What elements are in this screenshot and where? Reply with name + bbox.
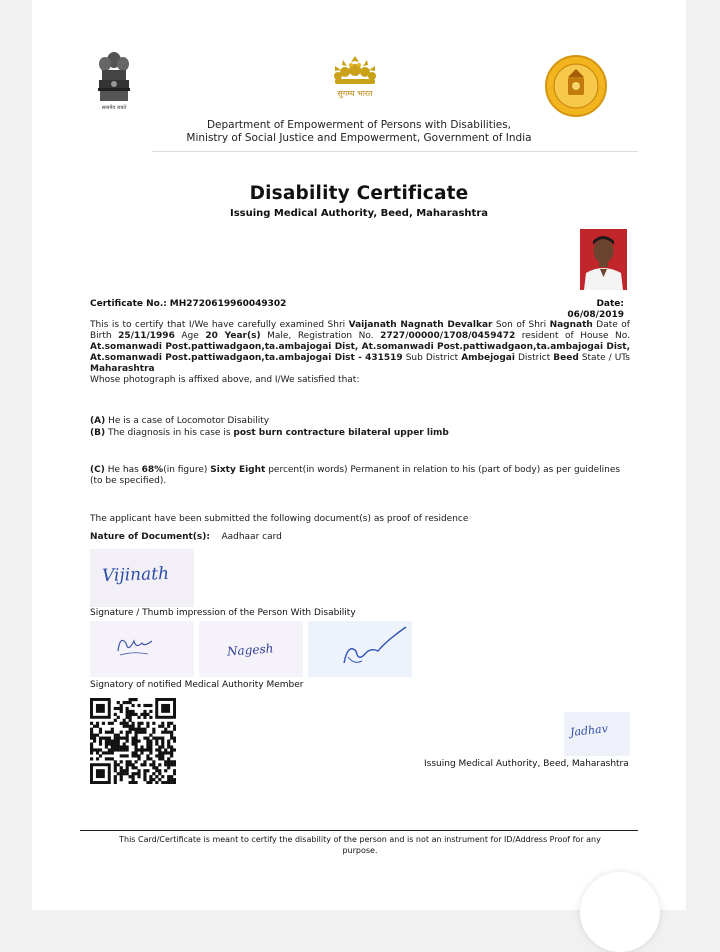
clause-a-text: He is a case of Locomotor Disability bbox=[105, 416, 270, 426]
department-heading bbox=[32, 119, 686, 145]
maharashtra-seal bbox=[544, 55, 608, 117]
header-divider bbox=[152, 151, 638, 152]
documents-intro: The applicant have been submitted the following document(s) as proof of residence bbox=[90, 514, 469, 524]
clause-b-text: The diagnosis in his case is bbox=[105, 428, 234, 438]
national-emblem bbox=[94, 50, 134, 116]
accessible-india-logo bbox=[325, 52, 385, 108]
diagnosis: post burn contracture bilateral upper limb bbox=[233, 428, 449, 438]
certificate-number-value: MH2720619960049302 bbox=[169, 299, 287, 309]
applicant-name: Vaijanath Nagnath Devalkar bbox=[348, 320, 493, 330]
certificate-title: Disability Certificate bbox=[249, 183, 469, 204]
body-text: District bbox=[514, 353, 554, 363]
nature-value: Aadhaar card bbox=[221, 532, 282, 542]
father-name: Nagnath bbox=[549, 320, 593, 330]
applicant-signature-caption: Signature / Thumb impression of the Person With Disability bbox=[90, 608, 356, 618]
authority-signature-2-script: Nagesh bbox=[226, 641, 274, 659]
authority-signature-3 bbox=[308, 621, 412, 677]
clause-c-label: (C) bbox=[90, 465, 105, 475]
page-corner-shadow bbox=[580, 872, 660, 952]
certificate-number bbox=[90, 299, 286, 310]
applicant-photo bbox=[580, 229, 627, 290]
qr-code bbox=[90, 698, 176, 784]
nature-label: Nature of Document(s): bbox=[90, 532, 210, 542]
authority-signature-1 bbox=[90, 621, 194, 677]
disability-percent: 68% bbox=[141, 465, 164, 475]
authority-signature-1-stroke bbox=[90, 621, 194, 677]
authority-signature-2 bbox=[199, 621, 303, 677]
date-of-birth: 25/11/1996 bbox=[118, 331, 175, 341]
sub-district: Ambejogai bbox=[461, 353, 515, 363]
clause-b bbox=[90, 428, 630, 439]
applicant-signature-script: Vijinath bbox=[101, 563, 170, 587]
address: At.somanwadi Post.pattiwadgaon,ta.ambajogai Dist, At.somanwadi Post.pattiwadgaon,ta.ambajogai Dist, At.somanwadi Post.pattiwadgaon,ta.ambajogai Dist - 431519 bbox=[90, 342, 630, 363]
body-text: This is to certify that I/We have carefully examined Shri bbox=[90, 320, 349, 330]
body-text: Son of Shri bbox=[492, 320, 550, 330]
body-text: Age bbox=[174, 331, 206, 341]
certificate-page bbox=[32, 0, 686, 910]
footer-disclaimer: This Card/Certificate is meant to certify the disability of the person and is not an instrument for ID/Address Proof for any purpose. bbox=[119, 835, 601, 855]
clause-c-text: (in figure) bbox=[163, 465, 211, 475]
body-text: Date of Birth bbox=[90, 320, 630, 341]
certificate-number-label: Certificate No.: bbox=[90, 299, 167, 309]
certificate-date-label: Date: bbox=[596, 299, 624, 309]
body-text: State / UTs bbox=[578, 353, 630, 363]
issuing-signature-script: Jadhav bbox=[569, 722, 609, 739]
footer-divider bbox=[80, 830, 638, 831]
emblem-motto: सत्यमेव जयते bbox=[101, 105, 127, 111]
certification-paragraph bbox=[90, 320, 630, 386]
qr-code-image bbox=[90, 698, 176, 784]
body-text: resident of House No. bbox=[515, 331, 630, 341]
issuing-authority-caption: Issuing Medical Authority, Beed, Maharashtra bbox=[424, 759, 629, 769]
certificate-subtitle: Issuing Medical Authority, Beed, Maharashtra bbox=[229, 208, 489, 219]
body-text: Male, Registration No. bbox=[260, 331, 381, 341]
disability-percent-words: Sixty Eight bbox=[210, 465, 266, 475]
certificate-date bbox=[537, 299, 624, 321]
applicant-signature bbox=[90, 549, 194, 607]
authority-caption: Signatory of notified Medical Authority Member bbox=[90, 680, 304, 690]
clause-b-label: (B) bbox=[90, 428, 106, 438]
certificate-date-value: 06/08/2019 bbox=[567, 310, 624, 320]
state: Maharashtra bbox=[90, 364, 155, 374]
clause-a bbox=[90, 416, 630, 427]
body-text: Sub District bbox=[402, 353, 462, 363]
body-text: Whose photograph is affixed above, and I/We satisfied that: bbox=[90, 375, 360, 385]
issuing-authority-signature bbox=[564, 712, 630, 756]
clause-c-text: He has bbox=[104, 465, 142, 475]
authority-signature-3-stroke bbox=[308, 621, 412, 677]
age: 20 Year(s) bbox=[205, 331, 261, 341]
department-line-2: Ministry of Social Justice and Empowerment, Government of India bbox=[186, 132, 532, 144]
clause-a-label: (A) bbox=[90, 416, 106, 426]
clause-c bbox=[90, 465, 630, 487]
clause-c-text: percent(in words) Permanent in relation to his (part of body) as per guidelines (to be specified). bbox=[90, 465, 621, 486]
center-logo-text: सुगम्य भारत bbox=[337, 89, 373, 98]
department-line-1: Department of Empowerment of Persons with Disabilities, bbox=[206, 119, 512, 131]
nature-of-documents bbox=[90, 532, 630, 543]
district: Beed bbox=[553, 353, 579, 363]
registration-number: 2727/00000/1708/0459472 bbox=[380, 331, 516, 341]
